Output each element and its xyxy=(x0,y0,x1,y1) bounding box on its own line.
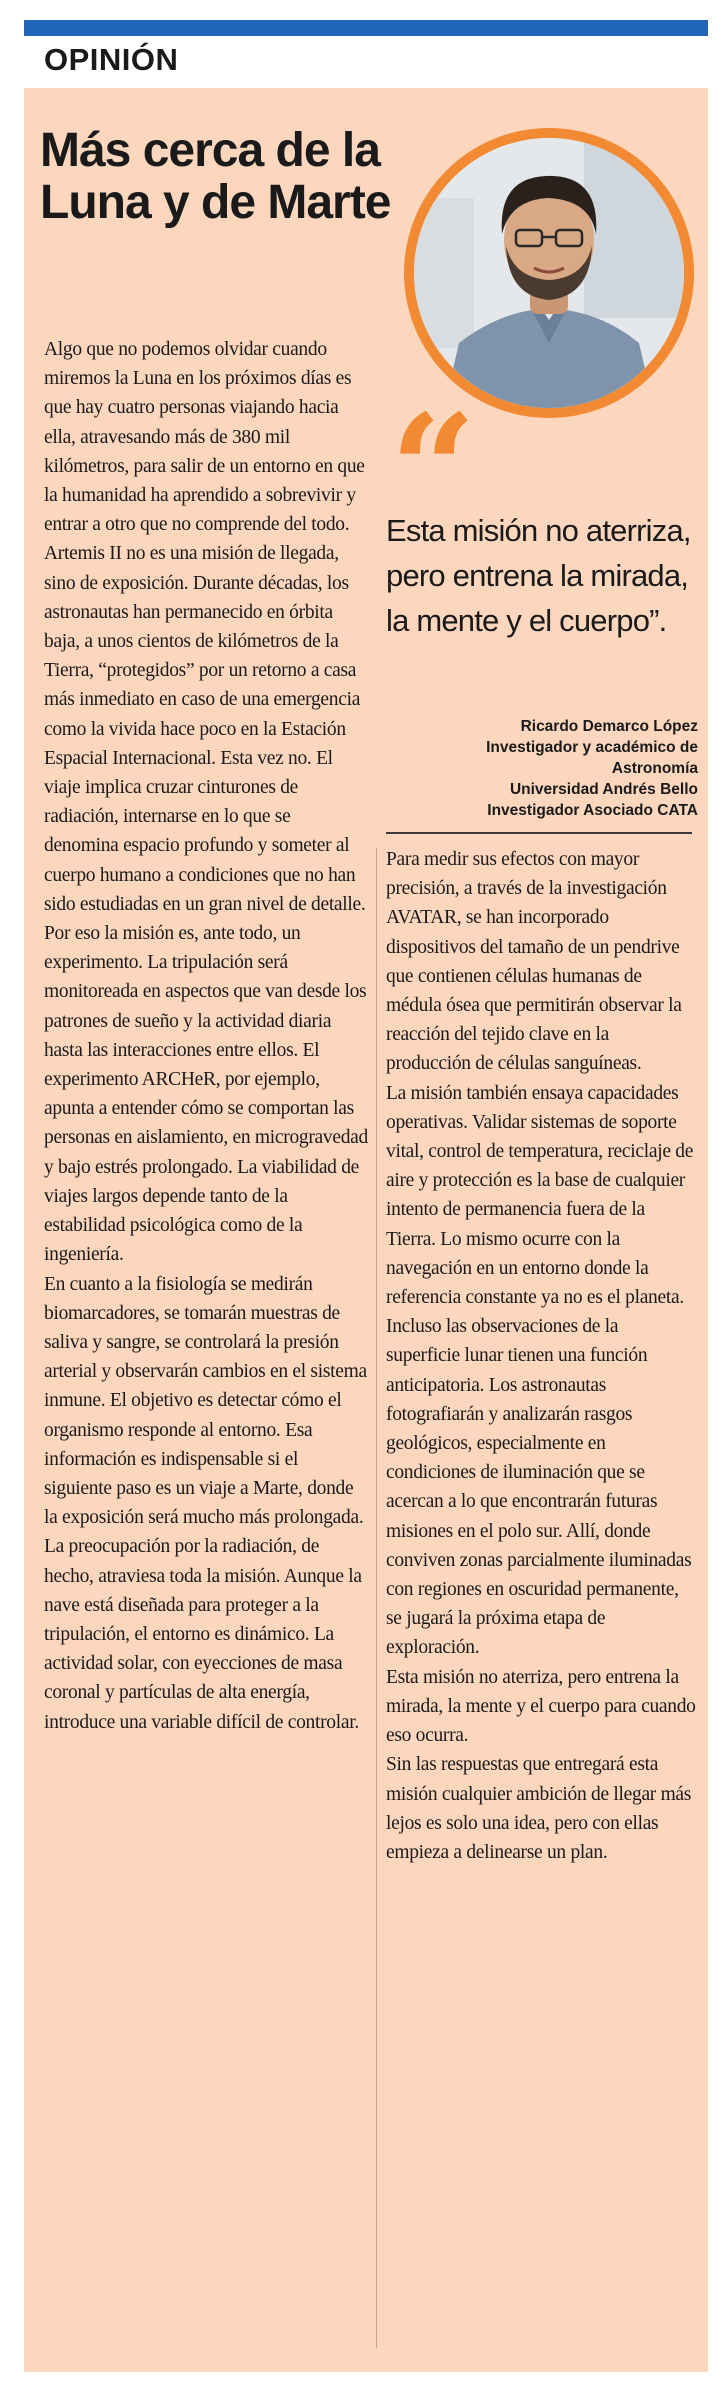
quote-rule xyxy=(386,832,692,834)
author-portrait-icon xyxy=(414,138,684,408)
quote-mark-icon: “ xyxy=(390,382,477,558)
article-column-right xyxy=(386,845,696,1867)
paragraph: En cuanto a la fisiología se medirán biomarcadores, se tomarán muestras de saliva y sangre, se controlará la presión arterial y observarán cambios en el sistema inmune. El objetivo es detectar cómo el organismo responde al entorno. Esa información es indispensable si el siguiente paso es un viaje a Marte, donde la exposición será mucho más prolongada. xyxy=(44,1273,367,1529)
section-rule xyxy=(24,20,708,36)
article-column-left xyxy=(44,335,368,1737)
column-divider xyxy=(376,848,377,2348)
pull-quote: Esta misión no aterriza, pero entrena la mirada, la mente y el cuerpo”. xyxy=(386,513,691,638)
paragraph: Incluso las observaciones de la superficie lunar tienen una función anticipatoria. Los astronautas fotografiarán y analizarán rasgos geológicos, especialmente en condiciones de iluminación que se acercan a lo que encontrarán futuras misiones en el polo sur. Allí, donde conviven zonas parcialmente iluminadas con regiones en oscuridad permanente, se jugará la próxima etapa de exploración. xyxy=(386,1316,692,1659)
paragraph: Artemis II no es una misión de llegada, sino de exposición. Durante décadas, los astronautas han permanecido en órbita baja, a unos cientos de kilómetros de la Tierra, “protegidos” por un retorno a casa más inmediato en caso de una emergencia como la vivida hace poco en la Estación Espacial Internacional. Esta vez no. El viaje implica cruzar cinturones de radiación, internarse en lo que se denomina espacio profundo y someter al cuerpo humano a condiciones que no han sido estudiadas en un gran nivel de detalle. xyxy=(44,543,366,915)
paragraph: La misión también ensaya capacidades operativas. Validar sistemas de soporte vital, control de temperatura, reciclaje de aire y protección es la base de cualquier intento de permanencia fuera de la Tierra. Lo mismo ocurre con la navegación en un entorno donde la referencia constante ya no es el planeta. xyxy=(386,1082,694,1309)
author-field: Astronomía xyxy=(611,760,698,777)
author-name: Ricardo Demarco López xyxy=(520,718,698,735)
paragraph: Para medir sus efectos con mayor precisión, a través de la investigación AVATAR, se han incorporado dispositivos del tamaño de un pendrive que contienen células humanas de médula ósea que permitirán observar la reacción del tejido clave en la producción de células sanguíneas. xyxy=(386,849,682,1075)
paragraph: Sin las respuestas que entregará esta misión cualquier ambición de llegar más lejos es solo una idea, pero con ellas empieza a delinearse un plan. xyxy=(386,1754,692,1863)
paragraph: Por eso la misión es, ante todo, un experimento. La tripulación será monitoreada en aspectos que van desde los patrones de sueño y la actividad diaria hasta las interacciones entre ellos. El experimento ARCHeR, por ejemplo, apunta a entender cómo se comportan las personas en aislamiento, en microgravedad y bajo estrés prolongado. La viabilidad de viajes largos depende tanto de la estabilidad psicológica como de la ingeniería. xyxy=(44,923,368,1266)
headline: Más cerca de la Luna y de Marte xyxy=(40,124,391,229)
author-byline xyxy=(368,716,698,821)
paragraph: Algo que no podemos olvidar cuando miremos la Luna en los próximos días es que hay cuatro personas viajando hacia ella, atravesando más de 380 mil kilómetros, para salir de un entorno en que la humanidad ha aprendido a sobrevivir y entrar a otro que no comprende del todo. xyxy=(44,339,365,536)
author-affiliation: Investigador Asociado CATA xyxy=(487,802,698,819)
author-university: Universidad Andrés Bello xyxy=(509,781,698,798)
author-role: Investigador y académico de xyxy=(486,739,698,756)
paragraph: Esta misión no aterriza, pero entrena la mirada, la mente y el cuerpo para cuando eso ocurra. xyxy=(386,1666,696,1747)
section-label: OPINIÓN xyxy=(44,42,179,77)
author-photo xyxy=(414,138,684,408)
paragraph: La preocupación por la radiación, de hecho, atraviesa toda la misión. Aunque la nave está diseñada para proteger a la tripulación, el entorno es dinámico. La actividad solar, con eyecciones de masa coronal y partículas de alta energía, introduce una variable difícil de controlar. xyxy=(44,1536,362,1733)
